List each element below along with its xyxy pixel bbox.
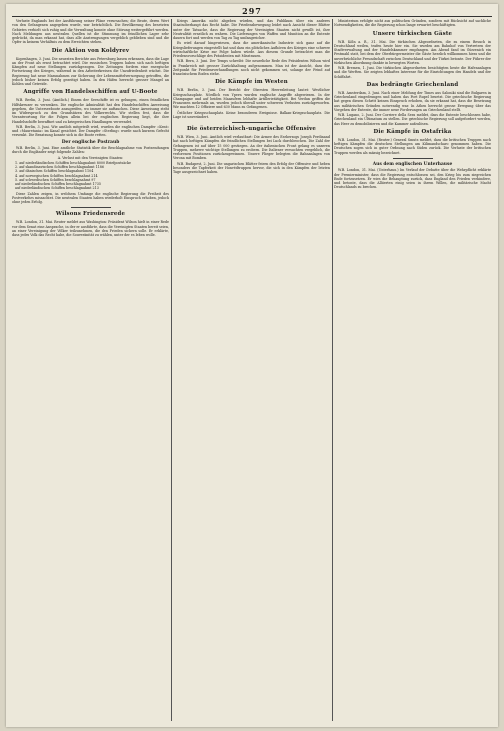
separator-rule <box>232 122 272 123</box>
column-divider <box>171 19 172 721</box>
article-headline: Angriffe von Handelsschiffen auf U-Boote <box>23 89 158 96</box>
column-divider <box>332 19 333 721</box>
list-heading: A. Verlust mit den Vereinigten Staaten: <box>57 155 124 160</box>
article-paragraph: W.B. Berlin, 3. Juni. Eine amtliche Statistik über die Beschlagnahme von Postsendungen durch die Engländer zeigt folgende Zahlen: <box>12 146 169 155</box>
article-headline: Das bedrängte Griechenland <box>366 81 459 88</box>
article-paragraph: Diese Zahlen zeigen, in welchem Umfange die englische Regierung die Freiheit des Postverkehrs missachtet. Die neutralen Staaten haben wiederholt Einspruch erhoben, jedoch ohne jeden Erfolg. <box>12 191 169 205</box>
article-headline: Aus dem englischen Unterhause <box>372 161 453 167</box>
article-headline: Die Kämpfe in Ostafrika <box>373 128 452 135</box>
list-item: auf niederländischen Schiffen beschlagnahmt 213 <box>15 186 99 191</box>
article-paragraph: W.B. London, 31. Mai. (Reuter.) General Smuts meldet, dass die britischen Truppen nach heftigen Kämpfen die deutschen Stellungen am Kilimandscharo genommen haben. Die Deutschen zogen sich in guter Ordnung nach Süden zurück. Die Verluste der britischen Truppen werden als mässig bezeichnet. <box>334 137 491 155</box>
article-paragraph: W.B. Berlin, 3. Juni. (Amtlich.) Einem der Seeschiffe ist es gelungen, einen feindlichen Hilfskreuzer zu versenken. Die englische Admiralität hat den Handelsschiffen Anweisung gegeben, die Unterseeboote anzugreifen, wo immer sie auftauchen. Diese Anweisung steht im Widerspruch zu den Grundsätzen des Völkerrechts. Wir stellen fest, dass die Verantwortung für die Folgen allein bei der englischen Regierung liegt, die ihre Handelsschiffe bewaffnet und zu kriegerischen Handlungen verwendet. <box>12 98 169 124</box>
article-paragraph: W.B. Bremen, 1. Juni. Die türkischen Abgeordneten besichtigten heute die Hafenanlagen und die Werften. Sie zeigten lebhaftes Interesse für die Einrichtungen des Handels und der Schiffahrt. <box>334 66 491 79</box>
article-paragraph: W.B. London, 31. Mai. (Unterhaus.) Im Verlauf der Debatte über die Wehrpflicht erklärte der Premierminister, dass die Regierung entschlossen sei, den Krieg bis zum siegreichen Ende fortzusetzen. Er wies die Behauptung zurück, dass England den Frieden verhindere, und betonte, dass die Alliierten einig seien in ihrem Willen, die militärische Macht Deutschlands zu brechen. <box>334 168 491 190</box>
article-headline: Die Kämpfe im Westen <box>215 79 288 86</box>
article-paragraph: W.B. Lugano, 2. Juni. Der Corriere della Sera meldet, dass die Entente beschlossen habe, Griechenland ein Ultimatum zu stellen. Die griechische Regierung soll aufgefordert werden, das Heer zu demobilisieren und die Kammer aufzulösen. <box>334 113 491 126</box>
article-paragraph: W.B. Amsterdam, 3. Juni. Nach einer Meldung der Times aus Saloniki sind die Bulgaren in Griechenland eingedrungen und haben das Fort Rupel besetzt. Die griechische Regierung hat gegen diesen Schritt keinen Einspruch erhoben, da sie erkannt hat, dass die Besetzung aus militärischen Gründen notwendig war. In Athen herrscht grosse Erregung über das Vorgehen der Entente, die immer neue Forderungen an Griechenland stellt. <box>334 90 491 112</box>
newspaper-page <box>6 4 498 727</box>
list-item: auf niederländischen Schiffen beschlagnahmt 1735 <box>15 182 101 187</box>
list-item: 2. auf skandinavischen Schiffen beschlagnahmt 1186 <box>15 165 104 170</box>
list-item: 4. auf norwegischen Schiffen beschlagnahmt 214 <box>15 173 98 178</box>
column-2 <box>173 19 330 721</box>
article-paragraph: Kriegs Amerika nicht abgeben würden, und das Publikum über ein anderes Staatsoberhaupt das Recht habe. Die Friedensbewegung leidet nach Ansicht dieser Blätter unter der Tatsache, dass die Regierung der Vereinigten Staaten nicht gewillt ist, ihre Neutralität ernstlich zu wahren. Die Lieferungen von Waffen und Munition an die Entente dauern fort und werden von Tag zu Tag umfangreicher. <box>173 19 330 40</box>
article-paragraph: W.B. Berlin, 3. Juni. Der Bericht der Obersten Heeresleitung lautet: Westlicher Kriegsschauplatz. Nördlich von Ypern wurden englische Angriffe abgewiesen. In der Champagne und auf beiden Maasufern lebhafte Artillerietätigkeit. Bei Verdun griffen die Franzosen mehrmals an, wurden jedoch überall unter schweren Verlusten zurückgeworfen. Wir machten 12 Offiziere und 630 Mann zu Gefangenen. <box>173 88 330 110</box>
column-3 <box>334 19 491 721</box>
article-paragraph: W.B. Budapest, 2. Juni. Die ungarischen Blätter feiern den Erfolg der Offensive und heben besonders die Tapferkeit der Honvédtruppen hervor, die sich in den Kämpfen der letzten Tage ausgezeichnet haben. <box>173 161 330 174</box>
article-paragraph: W.B. Berlin, 3. Juni. Wie amtlich mitgeteilt wird, wurden die englischen Dampfer »Kent« und »Mauretania« im Kanal gesichtet. Der Dampfer »Sterling« wurde nach kurzem Gefecht versenkt. Die Besatzung konnte sich in die Boote retten. <box>12 124 169 138</box>
article-paragraph: W.B. London, 31. Mai. Reuter meldet aus Washington: Präsident Wilson hielt in einer Rede vor dem Senat eine Ansprache, in der er ausführte, dass die Vereinigten Staaten bereit seien, an einer Vereinigung der Völker teilzunehmen, die den Frieden sichern solle. Er erklärte, dass jedes Volk das Recht habe, die Souveränität zu wählen, unter der es leben wolle. <box>12 220 169 238</box>
article-headline: Die Aktion von Koldyrev <box>51 47 130 54</box>
header-rule <box>12 16 492 17</box>
column-1 <box>12 19 169 721</box>
article-headline: Unsere türkischen Gäste <box>372 30 453 37</box>
article-headline: Wilsons Friedensrede <box>55 211 126 218</box>
article-paragraph: Verluste Englands bei der Ausführung seiner Pläne verursachen; die Beute, deren Wert von den Gefangenen angegeben wurde, war beträchtlich. Die Bevölkerung des besetzten Gebietes verhielt sich ruhig und die Verwaltung konnte ohne Störung weitergeführt werden. Nach Meldungen aus neutralen Quellen ist die Stimmung im feindlichen Lager sehr gedrückt, da man erkannt hat, dass alle Anstrengungen vergeblich geblieben sind und die Opfer in keinem Verhältnis zu dem Erreichten stehen. <box>12 19 169 45</box>
article-paragraph: W.B. Köln a. R., 31. Mai. Die türkischen Abgeordneten, die zu einem Besuch in Deutschland weilen, trafen heute hier ein. Sie wurden am Bahnhof von Vertretern der Stadtverwaltung und der Handelskammer empfangen. Am Abend fand im Gürzenich ein Festmahl statt, bei dem der Oberbürgermeister die Gäste herzlich willkommen hiess und die unverbrüchliche Freundschaft zwischen Deutschland und der Türkei betonte. Der Führer der türkischen Abordnung dankte in bewegten Worten. <box>334 39 491 65</box>
list-item: 3. auf dänischen Schiffen beschlagnahmt 1104 <box>15 169 94 174</box>
separator-rule <box>393 158 433 159</box>
article-paragraph: W.B. Bern, 3. Juni. Der Temps schreibt: Die neuerliche Rede des Präsidenten Wilson wird in Frankreich mit grosser Zurückhaltung aufgenommen. Man ist der Ansicht, dass der Zeitpunkt für Friedensverhandlungen noch nicht gekommen sei, solange der Feind auf französischem Boden stehe. <box>173 59 330 76</box>
article-paragraph: Östlicher Kriegsschauplatz. Keine besonderen Ereignisse. Balkan-Kriegsschauplatz. Die Lage ist unverändert. <box>173 110 330 119</box>
article-headline: Der englische Postraub <box>61 139 120 145</box>
article-paragraph: W.B. Wien, 3. Juni. Amtlich wird verlautbart: Die Armee des Erzherzogs Joseph Ferdinand hat nach heftigen Kämpfen die feindlichen Stellungen bei Luck durchbrochen. Die Zahl der Gefangenen ist auf über 15 000 gestiegen. An der italienischen Front gelang es unseren Truppen, mehrere wichtige Stellungen zu erobern. Die Italiener versuchten vergeblich, die verlorenen Positionen zurückzugewinnen. Unsere Flieger belegten die Bahnanlagen von Verona mit Bomben. <box>173 135 330 161</box>
article-paragraph: Es wird darauf hingewiesen, dass die amerikanische Industrie sich ganz auf die Kriegslieferungen eingestellt hat und dass ein plötzliches Aufhören des Krieges eine schwere wirtschaftliche Krise zur Folge haben würde. Aus diesem Grunde betrachtet man die Friedensvorschläge des Präsidenten mit Misstrauen. <box>173 41 330 58</box>
seizure-list <box>12 161 169 191</box>
article-paragraph: Kopenhagen, 3. Juni. Die neuesten Berichte aus Petersburg lassen erkennen, dass die Lage an der Front als ernst betrachtet wird. Die russischen Truppen haben sich nach heftigen Kämpfen auf neue Stellungen zurückgezogen. Die Zeitungen fordern eine energische Fortsetzung des Krieges, während in den Arbeiterkreisen die Unzufriedenheit wächst. Die Regierung hat neue Massnahmen zur Sicherung der Lebensmittelversorgung getroffen, die jedoch bisher keinen Erfolg gezeitigt haben. In den Häfen herrscht grosser Mangel an Kohlen und Getreide. <box>12 56 169 86</box>
list-item: 1. auf niederländischen Schiffen beschlagnahmt 8000 Briefpostsäcke <box>15 160 131 165</box>
article-headline: Die österreichisch-ungarische Offensive <box>186 126 317 132</box>
page-number: 297 <box>242 6 262 16</box>
separator-rule <box>71 207 111 208</box>
list-item: 5. auf schwedischen Schiffen beschlagnahmt 97 <box>15 177 96 182</box>
article-paragraph: Ministerium erfolgte nicht aus politischen Gründen, sondern mit Rücksicht auf sachliche Notwendigkeiten, die die Regierung schon lange erwartet beschäftigten. <box>334 19 491 28</box>
